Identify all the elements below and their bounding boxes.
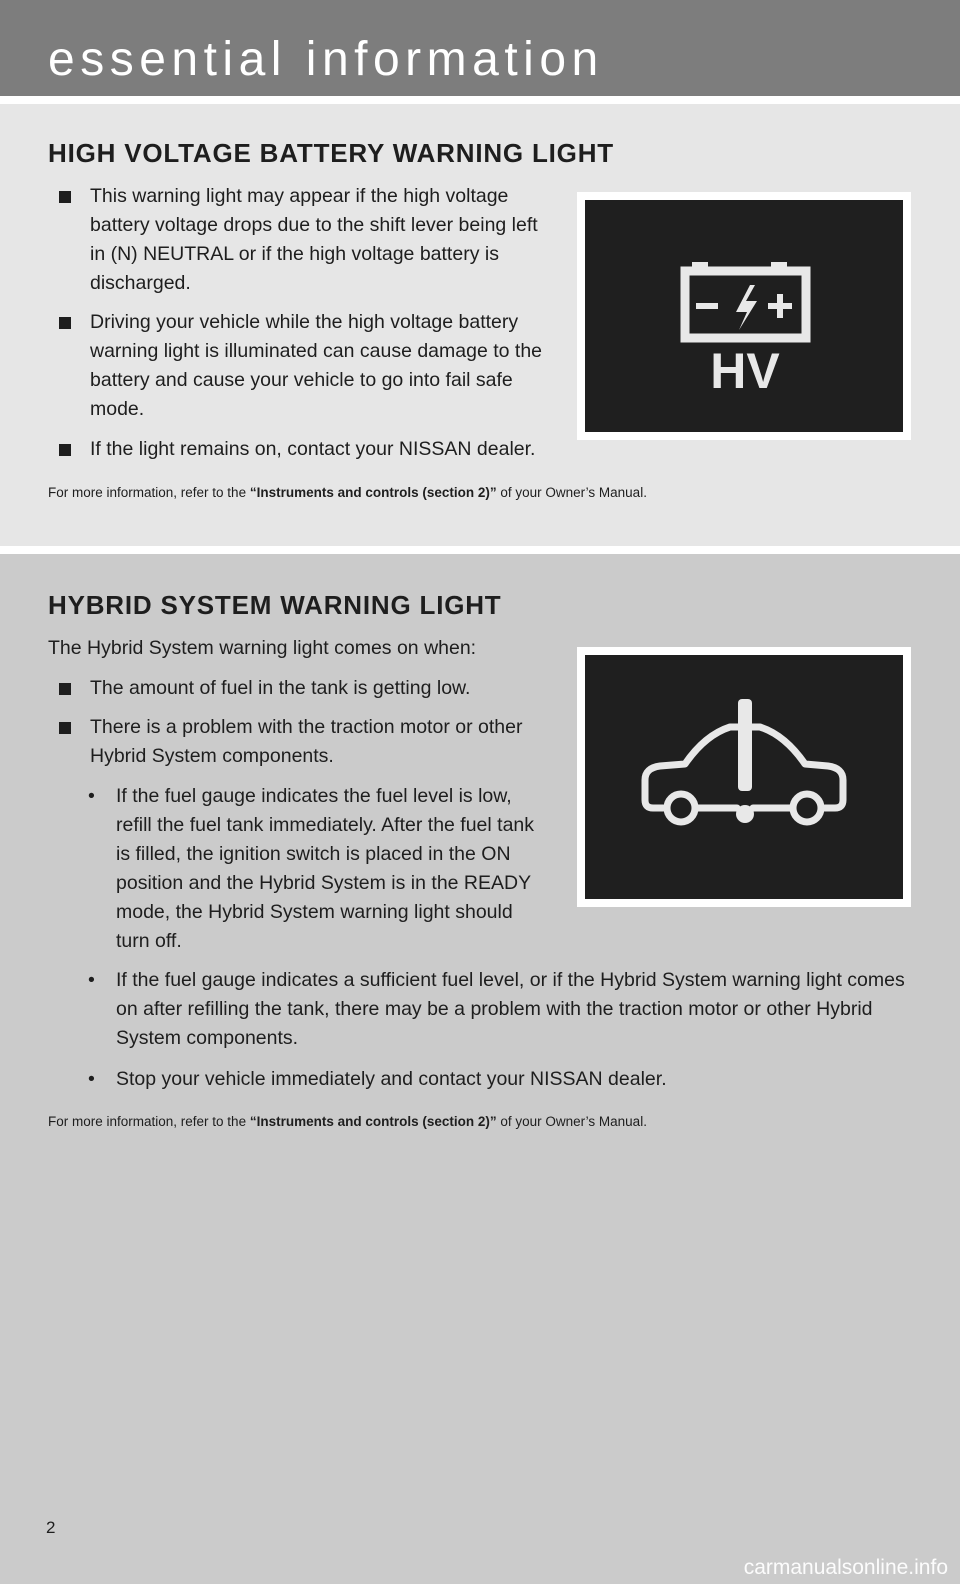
hv-bullet-1: This warning light may appear if the high voltage battery voltage drops due to the shift lever being left in (N) NEUTRAL or if the high voltage battery is discharged. — [48, 182, 558, 298]
square-bullet-icon — [59, 683, 71, 695]
square-bullet-icon — [59, 317, 71, 329]
square-bullet-icon — [59, 444, 71, 456]
hv-bullet-3: If the light remains on, contact your NISSAN dealer. — [48, 435, 568, 464]
hv-footnote: For more information, refer to the “Instruments and controls (section 2)” of your Owner’s Manual. — [48, 485, 647, 500]
watermark: carmanualsonline.info — [743, 1556, 948, 1579]
hybrid-bullet-1: The amount of fuel in the tank is getting low. — [48, 674, 568, 703]
hv-battery-warning-icon — [585, 200, 903, 432]
hybrid-sub-bullet-1: • If the fuel gauge indicates the fuel level is low, refill the fuel tank immediately. After the fuel tank is filled, the ignition switch is placed in the ON position and the Hybrid System is in the READY mode, the Hybrid System warning light should turn off. — [88, 782, 550, 956]
hybrid-system-warning-icon — [585, 655, 903, 899]
hybrid-bullet-2: There is a problem with the traction motor or other Hybrid System components. — [48, 713, 558, 771]
hv-battery-section — [0, 104, 960, 546]
hv-bullet-2: Driving your vehicle while the high voltage battery warning light is illuminated can cause damage to the battery and cause your vehicle to go into fail safe mode. — [48, 308, 558, 424]
hv-icon-label: HV — [710, 343, 780, 399]
square-bullet-icon — [59, 191, 71, 203]
hybrid-sub-bullet-3: • Stop your vehicle immediately and contact your NISSAN dealer. — [88, 1065, 914, 1094]
page-header — [0, 0, 960, 96]
dot-bullet-icon: • — [88, 969, 95, 991]
hybrid-sub-bullet-2: • If the fuel gauge indicates a sufficient fuel level, or if the Hybrid System warning light comes on after refilling the tank, there may be a problem with the traction motor or other Hybrid System components. — [88, 966, 914, 1053]
hv-warning-icon-frame — [577, 192, 911, 440]
hybrid-system-section — [0, 554, 960, 1584]
dot-bullet-icon: • — [88, 785, 95, 807]
hybrid-warning-icon-frame — [577, 647, 911, 907]
header-title: essential information — [48, 33, 604, 86]
hybrid-footnote: For more information, refer to the “Instruments and controls (section 2)” of your Owner’s Manual. — [48, 1114, 647, 1129]
page-number: 2 — [46, 1518, 56, 1537]
square-bullet-icon — [59, 722, 71, 734]
hybrid-section-title: HYBRID SYSTEM WARNING LIGHT — [48, 590, 502, 620]
dot-bullet-icon: • — [88, 1068, 95, 1090]
hybrid-intro: The Hybrid System warning light comes on when: — [48, 637, 477, 659]
hv-section-title: HIGH VOLTAGE BATTERY WARNING LIGHT — [48, 138, 614, 168]
